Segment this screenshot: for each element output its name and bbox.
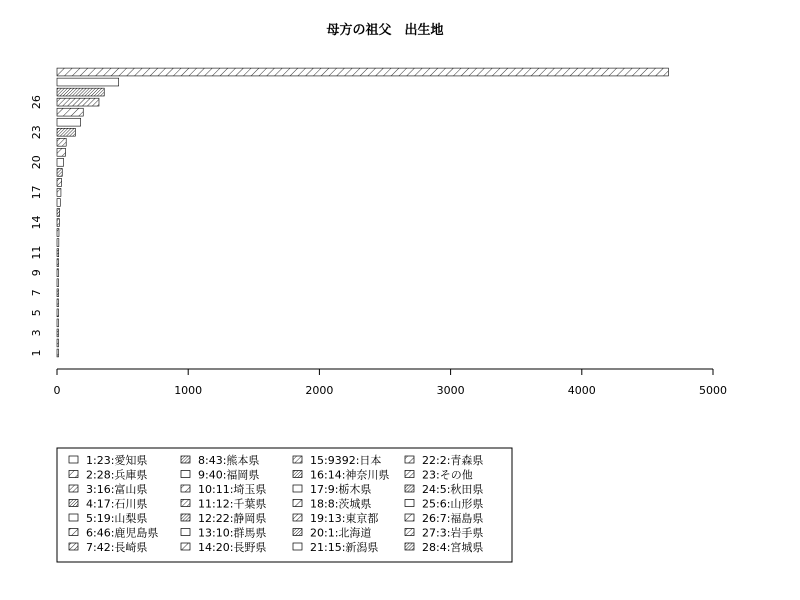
legend-label: 9:40:福岡県	[198, 468, 260, 482]
legend-label: 25:6:山形県	[422, 497, 484, 511]
bar-4	[57, 319, 59, 327]
legend-swatch	[181, 500, 190, 507]
x-tick-label: 1000	[174, 384, 203, 397]
legend-swatch	[293, 500, 302, 507]
y-tick-label: 5	[30, 309, 43, 317]
legend-label: 10:11:埼玉県	[198, 483, 267, 496]
legend-swatch	[69, 500, 78, 507]
legend-swatch	[181, 543, 190, 550]
bar-13	[57, 229, 59, 237]
legend-swatch	[293, 543, 302, 550]
legend-swatch	[69, 471, 78, 478]
bar-10	[57, 259, 59, 267]
legend-label: 8:43:熊本県	[198, 454, 260, 467]
legend-label: 18:8:茨城県	[310, 497, 372, 511]
bar-29	[57, 68, 668, 76]
bar-6	[57, 299, 59, 307]
legend-swatch	[69, 514, 78, 521]
legend	[57, 448, 512, 562]
bar-27	[57, 88, 104, 96]
legend-swatch	[293, 485, 302, 492]
bar-18	[57, 178, 62, 186]
bar-28	[57, 78, 119, 86]
legend-swatch	[181, 514, 190, 521]
legend-swatch	[69, 543, 78, 550]
y-tick-label: 20	[30, 155, 43, 170]
legend-label: 24:5:秋田県	[422, 483, 484, 496]
bar-26	[57, 98, 99, 106]
x-axis	[54, 369, 728, 397]
y-tick-label: 17	[30, 185, 43, 200]
legend-swatch	[405, 471, 414, 478]
legend-label: 17:9:栃木県	[310, 483, 372, 496]
x-tick-label: 5000	[699, 384, 727, 397]
legend-swatch	[181, 471, 190, 478]
y-tick-label: 9	[30, 269, 43, 277]
bar-14	[57, 219, 59, 227]
y-tick-label: 14	[30, 215, 43, 230]
y-tick-label: 7	[30, 289, 43, 297]
legend-swatch	[69, 529, 78, 536]
legend-label: 22:2:青森県	[422, 454, 484, 467]
bar-25	[57, 108, 83, 116]
bar-24	[57, 118, 81, 126]
chart-title: 母方の祖父 出生地	[326, 23, 444, 38]
legend-label: 4:17:石川県	[86, 497, 148, 511]
legend-swatch	[405, 514, 414, 521]
y-tick-label: 3	[30, 329, 43, 337]
bar-17	[57, 189, 61, 197]
y-axis	[30, 95, 43, 356]
bar-12	[57, 239, 59, 247]
bar-16	[57, 199, 60, 207]
y-tick-label: 1	[30, 349, 43, 357]
legend-label: 12:22:静岡県	[198, 512, 267, 525]
bar-22	[57, 138, 66, 146]
y-tick-label: 23	[30, 125, 43, 140]
legend-label: 7:42:長崎県	[86, 541, 148, 554]
legend-label: 23:その他	[422, 468, 473, 482]
legend-label: 20:1:北海道	[310, 526, 372, 540]
bar-21	[57, 148, 66, 156]
x-tick-label: 2000	[305, 384, 334, 397]
bar-5	[57, 309, 59, 317]
x-tick-label: 3000	[436, 384, 465, 397]
legend-label: 6:46:鹿児島県	[86, 526, 159, 540]
y-tick-label: 11	[30, 245, 43, 260]
legend-swatch	[69, 456, 78, 463]
legend-label: 5:19:山梨県	[86, 512, 148, 525]
bar-23	[57, 128, 75, 136]
legend-swatch	[293, 514, 302, 521]
legend-label: 14:20:長野県	[198, 541, 267, 554]
legend-swatch	[181, 529, 190, 536]
legend-label: 27:3:岩手県	[422, 526, 484, 540]
bar-19	[57, 168, 62, 176]
x-tick-label: 0	[53, 384, 61, 397]
legend-swatch	[405, 485, 414, 492]
legend-swatch	[405, 456, 414, 463]
bar-9	[57, 269, 59, 277]
y-tick-label: 26	[30, 95, 43, 110]
legend-label: 13:10:群馬県	[198, 526, 267, 540]
legend-label: 11:12:千葉県	[198, 497, 267, 511]
legend-swatch	[181, 485, 190, 492]
legend-swatch	[293, 456, 302, 463]
legend-label: 1:23:愛知県	[86, 454, 148, 467]
legend-swatch	[69, 485, 78, 492]
bar-7	[57, 289, 59, 297]
legend-label: 3:16:富山県	[86, 483, 148, 496]
legend-label: 2:28:兵庫県	[86, 468, 148, 482]
bar-2	[57, 339, 59, 347]
bar-15	[57, 209, 60, 217]
bar-8	[57, 279, 59, 287]
bar-20	[57, 158, 64, 166]
bar-3	[57, 329, 59, 337]
legend-label: 26:7:福島県	[422, 512, 484, 525]
bars-layer	[57, 68, 668, 357]
legend-swatch	[405, 529, 414, 536]
legend-swatch	[181, 456, 190, 463]
bar-11	[57, 249, 59, 257]
legend-label: 28:4:宮城県	[422, 541, 484, 554]
legend-swatch	[293, 471, 302, 478]
legend-label: 16:14:神奈川県	[310, 468, 390, 482]
legend-label: 19:13:東京都	[310, 512, 379, 525]
legend-swatch	[405, 500, 414, 507]
legend-label: 15:9392:日本	[310, 454, 382, 467]
legend-swatch	[293, 529, 302, 536]
legend-swatch	[405, 543, 414, 550]
legend-label: 21:15:新潟県	[310, 541, 379, 554]
bar-1	[57, 349, 59, 357]
x-tick-label: 4000	[567, 384, 596, 397]
